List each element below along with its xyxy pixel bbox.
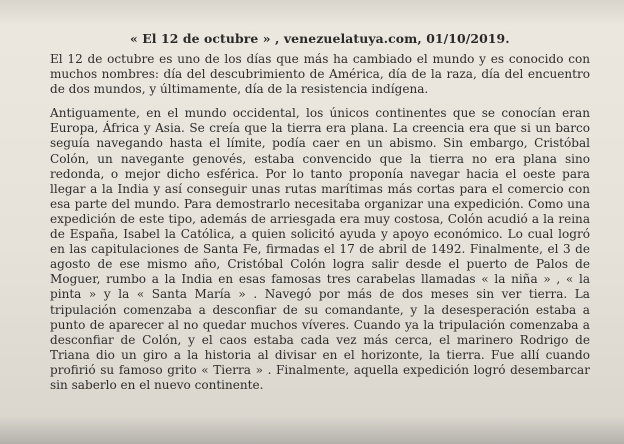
document-body bbox=[50, 52, 590, 393]
document-header: « El 12 de octubre » , venezuelatuya.com, 01/10/2019. bbox=[130, 31, 510, 46]
paragraph-intro: El 12 de octubre es uno de los días que más ha cambiado el mundo y es conocido con muchos nombres: día del descubrimiento de América, día de la raza, día del encuentro de dos mundos, y últimamente, día de la resistencia indígena. bbox=[50, 52, 590, 97]
paragraph-history: Antiguamente, en el mundo occidental, los únicos continentes que se conocían eran Europa, África y Asia. Se creía que la tierra era plana. La creencia era que si un barco seguía navegando hasta el límite, podía caer en un abismo. Sin embargo, Cristóbal Colón, un navegante genovés, estaba convencido que la tierra no era plana sino redonda, o mejor dicho esférica. Por lo tanto proponía navegar hacia el oeste para llegar a la India y así conseguir unas rutas marítimas más cortas para el comercio con esa parte del mundo. Para demostrarlo necesitaba organizar una expedición. Como una expedición de este tipo, además de arriesgada era muy costosa, Colón acudió a la reina de España, Isabel la Católica, a quien solicitó ayuda y apoyo económico. Lo cual logró en las capitulaciones de Santa Fe, firmadas el 17 de abril de 1492. Finalmente, el 3 de agosto de ese mismo año, Cristóbal Colón logra salir desde el puerto de Palos de Moguer, rumbo a la India en esas famosas tres carabelas llamadas « la niña » , « la pinta » y la « Santa María » . Navegó por más de dos meses sin ver tierra. La tripulación comenzaba a desconfiar de su comandante, y la desesperación estaba a punto de aparecer al no quedar muchos víveres. Cuando ya la tripulación comenzaba a desconfiar de Colón, y el caos estaba cada vez más cerca, el marinero Rodrigo de Triana dio un giro a la historia al divisar en el horizonte, la tierra. Fue allí cuando profirió su famoso grito « Tierra » . Finalmente, aquella expedición logró desembarcar sin saberlo en el nuevo continente. bbox=[50, 106, 590, 392]
